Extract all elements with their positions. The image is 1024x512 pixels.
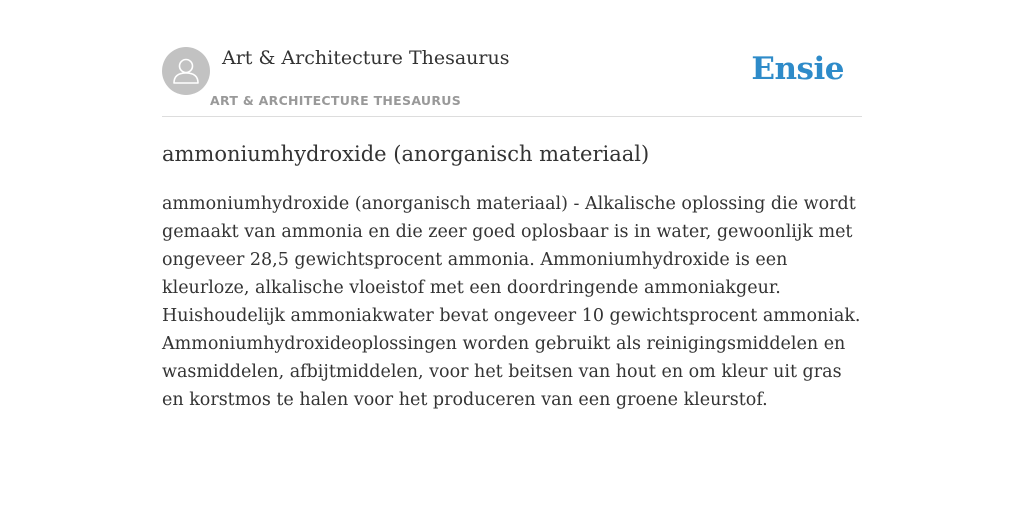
user-icon: [162, 47, 210, 95]
definition-text: ammoniumhydroxide (anorganisch materiaal) - Alkalische oplossing die wordt gemaakt van ammonia en die zeer goed oplosbaar is in water, gewoonlijk met ongeveer 28,5 gewichtsprocent ammonia. Ammoniumhydroxide is een kleurloze, alkalische vloeistof met een doordringende ammoniakgeur. Huishoudelijk ammoniakwater bevat ongeveer 10 gewichtsprocent ammoniak. Ammoniumhydroxideoplossingen worden gebruikt als reinigingsmiddelen en wasmiddelen, afbijtmiddelen, voor het beitsen van hout en om kleur uit gras en korstmos te halen voor het produceren van een groene kleurstof.: [162, 194, 861, 410]
page-container: [162, 46, 862, 414]
brand-logo[interactable]: Ensie: [751, 51, 844, 87]
page-title: ammoniumhydroxide (anorganisch materiaal): [162, 142, 650, 166]
author-avatar[interactable]: [162, 47, 210, 95]
author-subtitle[interactable]: ART & ARCHITECTURE THESAURUS: [210, 93, 462, 108]
header: [162, 46, 862, 117]
author-name[interactable]: Art & Architecture Thesaurus: [222, 47, 510, 69]
